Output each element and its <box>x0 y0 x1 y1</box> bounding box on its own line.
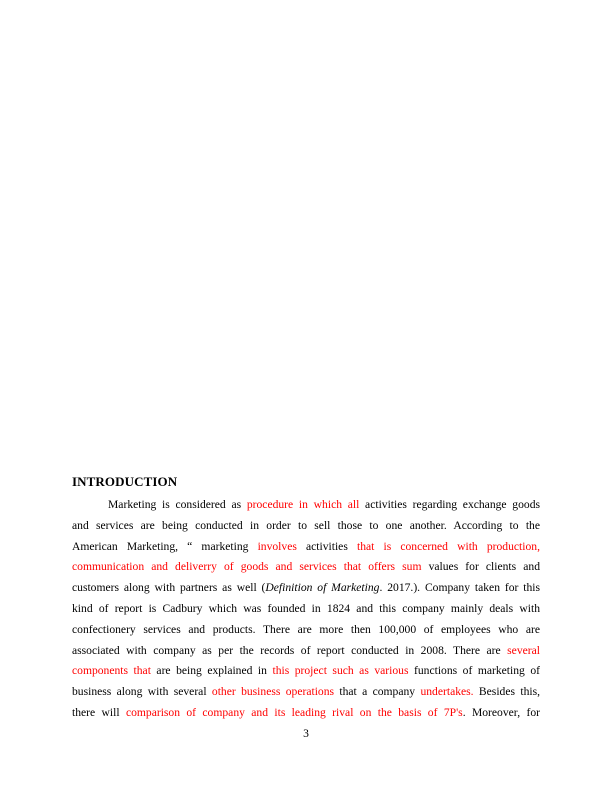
paragraph-line <box>72 682 540 703</box>
highlighted-text: that is concerned with production, <box>356 539 540 553</box>
body-text-segment: . 2017.). Company taken for this <box>379 581 541 595</box>
body-text-segment: that a company <box>334 685 421 699</box>
highlighted-text: undertakes. <box>420 685 474 699</box>
paragraph-line <box>72 599 540 620</box>
highlighted-text: comparison of company and its leading rival on the basis of 7P's <box>125 705 463 719</box>
body-text-segment: business along with several <box>72 685 212 699</box>
body-text-segment: values for clients and <box>421 560 540 574</box>
highlighted-text: several <box>507 643 540 657</box>
body-text-segment: and services are being conducted in order to sell those to one another. According to the <box>72 518 540 532</box>
body-text-segment: are being explained in <box>150 664 273 678</box>
highlighted-text: components that <box>72 664 151 678</box>
body-text-segment: associated with company as per the records of report conducted in 2008. There are <box>72 643 508 657</box>
paragraph-line <box>72 557 540 578</box>
paragraph-line <box>72 516 540 537</box>
introduction-paragraph <box>72 495 540 724</box>
body-text-segment: activities <box>296 539 357 553</box>
paragraph-line <box>72 620 540 641</box>
highlighted-text: this project such as various <box>272 664 409 678</box>
body-text-segment: functions of marketing of <box>408 664 540 678</box>
paragraph-line <box>72 578 540 599</box>
highlighted-text: other business operations <box>211 685 335 699</box>
paragraph-line <box>72 537 540 558</box>
section-heading: INTRODUCTION <box>72 474 178 489</box>
highlighted-text: involves <box>257 539 297 553</box>
body-text-segment: American Marketing, “ marketing <box>72 539 258 553</box>
page-number: 3 <box>303 727 309 740</box>
highlighted-text: procedure in which all <box>246 498 360 511</box>
body-text-segment: Besides this, <box>473 685 540 699</box>
paragraph-line <box>72 703 540 724</box>
paragraph-line <box>72 495 540 516</box>
body-text-segment: customers along with partners as well ( <box>72 581 266 595</box>
body-text-segment: confectionery services and products. There are more then 100,000 of employees who are <box>72 622 540 636</box>
body-text-segment: activities regarding exchange goods <box>359 498 541 511</box>
paragraph-line <box>72 641 540 662</box>
body-text-segment: there will <box>72 705 126 719</box>
body-text-segment: Marketing is considered as <box>108 498 247 511</box>
highlighted-text: communication and deliverry of goods and services that offers sum <box>72 560 422 574</box>
body-text-segment: . Moreover, for <box>462 705 540 719</box>
citation-text: Definition of Marketing <box>265 581 380 595</box>
paragraph-line <box>72 661 540 682</box>
body-text-segment: kind of report is Cadbury which was founded in 1824 and this company mainly deals with <box>72 601 540 615</box>
